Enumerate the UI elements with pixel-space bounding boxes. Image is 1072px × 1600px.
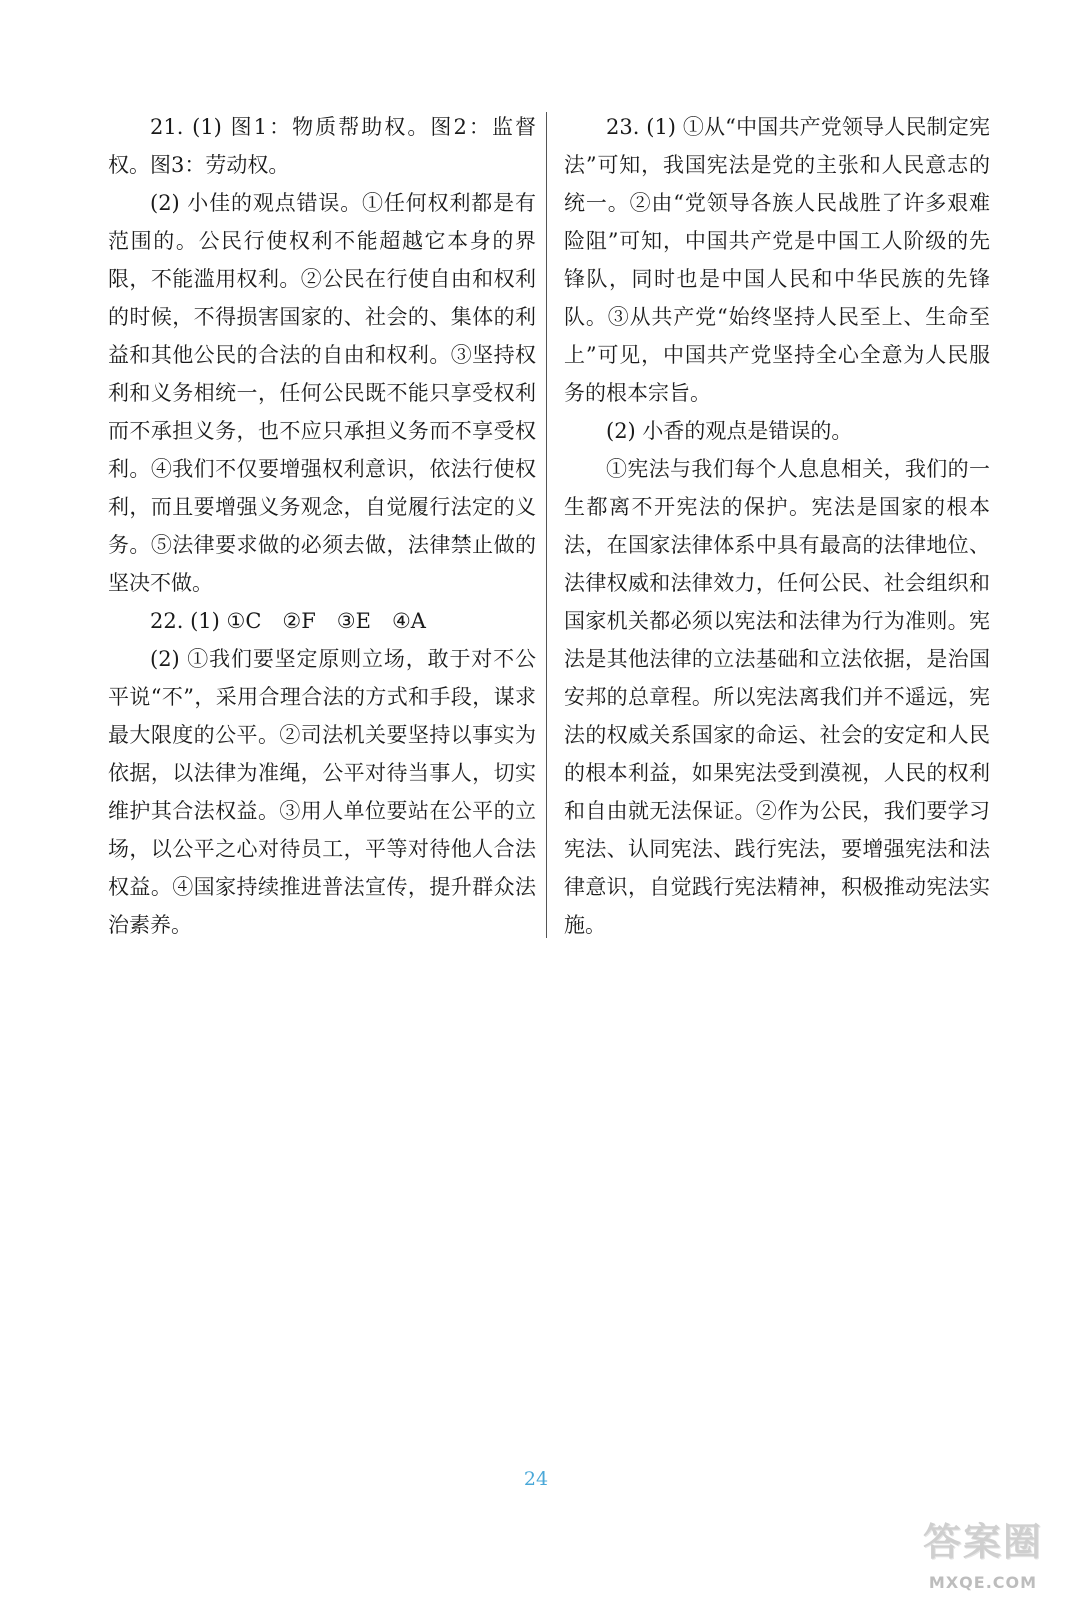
answer-22-part-1: 22. (1) ①C ②F ③E ④A bbox=[150, 609, 426, 633]
answer-21-part-1: 21. (1) 图1：物质帮助权。图2：监督权。图3：劳动权。 bbox=[108, 115, 536, 177]
column-divider bbox=[546, 112, 547, 938]
page-number: 24 bbox=[523, 1468, 549, 1490]
answer-21-part-2: (2) 小佳的观点错误。①任何权利都是有范围的。公民行使权利不能超越它本身的界限，不能滥用权利。②公民在行使自由和权利的时候，不得损害国家的、社会的、集体的利益和其他公民的合法的自由和权利。③坚持权利和义务相统一，任何公民既不能只享受权利而不承担义务，也不应只承担义务而不享受权利。④我们不仅要增强权利意识，依法行使权利，而且要增强义务观念，自觉履行法定的义务。⑤法律要求做的必须去做，法律禁止做的坚决不做。 bbox=[108, 191, 536, 595]
right-column bbox=[564, 108, 990, 944]
watermark-site: MXQE.COM bbox=[928, 1573, 1038, 1592]
left-column bbox=[108, 108, 536, 944]
watermark-logo bbox=[908, 1520, 1058, 1592]
answer-23-part-2-heading: (2) 小香的观点是错误的。 bbox=[606, 419, 853, 443]
answer-23-part-1: 23. (1) ①从“中国共产党领导人民制定宪法”可知，我国宪法是党的主张和人民意志的统一。②由“党领导各族人民战胜了许多艰难险阻”可知，中国共产党是中国工人阶级的先锋队，同时也是中国人民和中华民族的先锋队。③从共产党“始终坚持人民至上、生命至上”可见，中国共产党坚持全心全意为人民服务的根本宗旨。 bbox=[564, 115, 990, 405]
watermark-logo-text: 答案圈 bbox=[922, 1520, 1043, 1564]
answer-23-part-2-body: ①宪法与我们每个人息息相关，我们的一生都离不开宪法的保护。宪法是国家的根本法，在国家法律体系中具有最高的法律地位、法律权威和法律效力，任何公民、社会组织和国家机关都必须以宪法和法律为行为准则。宪法是其他法律的立法基础和立法依据，是治国安邦的总章程。所以宪法离我们并不遥远，宪法的权威关系国家的命运、社会的安定和人民的根本利益，如果宪法受到漠视，人民的权利和自由就无法保证。②作为公民，我们要学习宪法、认同宪法、践行宪法，要增强宪法和法律意识，自觉践行宪法精神，积极推动宪法实施。 bbox=[564, 457, 990, 937]
answer-22-part-2: (2) ①我们要坚定原则立场，敢于对不公平说“不”，采用合理合法的方式和手段，谋求最大限度的公平。②司法机关要坚持以事实为依据，以法律为准绳，公平对待当事人，切实维护其合法权益。③用人单位要站在公平的立场，以公平之心对待员工，平等对待他人合法权益。④国家持续推进普法宣传，提升群众法治素养。 bbox=[108, 647, 536, 937]
